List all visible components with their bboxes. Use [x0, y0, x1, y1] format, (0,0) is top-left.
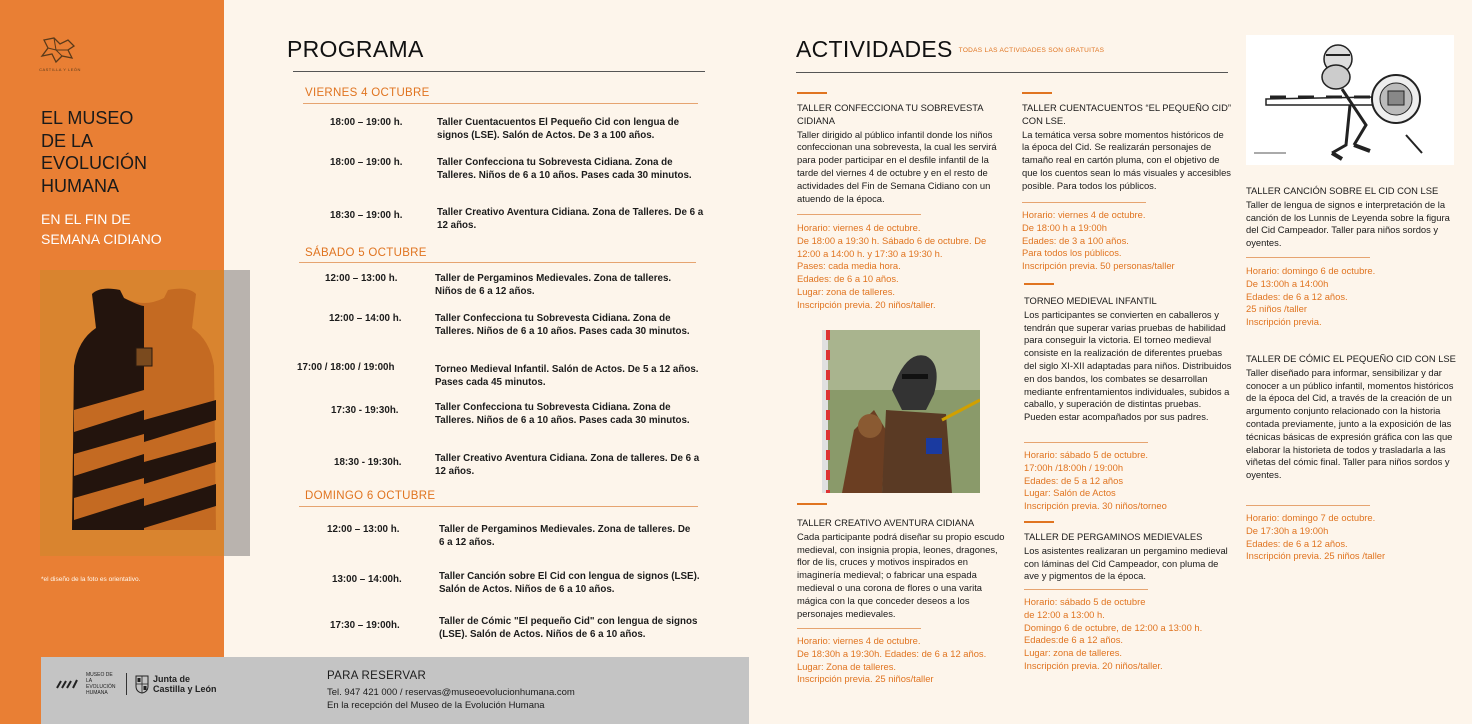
reserve-contact: Tel. 947 421 000 / reservas@museoevolucionhumana.com	[327, 686, 575, 698]
cid-cartoon-icon	[1246, 35, 1454, 165]
museum-title: EL MUSEO DE LA EVOLUCIÓN HUMANA	[41, 108, 148, 196]
castilla-leon-logo-icon	[38, 36, 78, 66]
programa-title: PROGRAMA	[287, 36, 424, 62]
activity-cancion: TALLER CANCIÓN SOBRE EL CID CON LSE Taller de lengua de signos e interpretación de la canción de los Lunnis de Leyenda sobre la figura del Cid Campeador. Taller para niños sordos y oyentes.	[1246, 185, 1450, 249]
photo-note: *el diseño de la foto es orientativo.	[41, 576, 141, 583]
day-saturday: SÁBADO 5 OCTUBRE	[305, 247, 427, 259]
activity-cuentacuentos: TALLER CUENTACUENTOS “EL PEQUEÑO CID” CON LSE. La temática versa sobre momentos históricos de la época del Cid. Se realizarán personajes de tamaño real en cartón pluma, con el objetivo de que los cuentos sean lo más visuales y accesibles posible. Para todos los públicos.	[1022, 102, 1232, 191]
day-friday: VIERNES 4 OCTUBRE	[305, 87, 430, 99]
activity-sobrevesta: TALLER CONFECCIONA TU SOBREVESTA CIDIANA Taller dirigido al público infantil donde los niños confeccionan una sobrevesta, la cual les servirá para poder participar en el desfile infantil de la tarde del viernes 4 de octubre y en el resto de actividades del Fin de Semana Cidiano con un atuendo de la época.	[797, 102, 997, 204]
activity-cancion-info: Horario: domingo 6 de octubre. De 13:00h a 14:00h Edades: de 6 a 12 años. 25 niños /taller Inscripción previa.	[1246, 265, 1376, 328]
actividades-title: ACTIVIDADES TODAS LAS ACTIVIDADES SON GRATUITAS	[796, 36, 1105, 62]
castilla-leon-logo	[38, 36, 82, 72]
sobrevesta-photo	[40, 270, 250, 556]
junta-logo: Junta de Castilla y León	[135, 674, 217, 694]
activity-pergaminos-info: Horario: sábado 5 de octubre de 12:00 a 13:00 h. Domingo 6 de octubre, de 12:00 a 13:00 h. Edades:de 6 a 12 años. Lugar: zona de talleres. Inscripción previa. 20 niños/taller.	[1024, 596, 1203, 671]
jousting-photo	[822, 330, 980, 493]
logo-text: CASTILLA Y LEÓN	[39, 67, 81, 72]
reserve-location: En la recepción del Museo de la Evolución Humana	[327, 700, 545, 711]
reserve-title: PARA RESERVAR	[327, 670, 427, 682]
knight-photo-illustration	[822, 330, 980, 493]
activity-cuentacuentos-info: Horario: viernes 4 de octubre. De 18:00 h a 19:00h Edades: de 3 a 100 años. Para todos los públicos. Inscripción previa. 50 personas/taller	[1022, 209, 1175, 272]
activity-comic-info: Horario: domingo 7 de octubre. De 17:30h a 19:00h Edades: de 6 a 12 años. Inscripción previa. 25 niños /taller	[1246, 512, 1386, 562]
cartoon-knight-illustration	[1246, 35, 1454, 165]
reserve-info	[327, 670, 575, 713]
actividades-subtitle: TODAS LAS ACTIVIDADES SON GRATUITAS	[958, 47, 1105, 55]
footer-logos	[56, 672, 217, 696]
activity-pergaminos: TALLER DE PERGAMINOS MEDIEVALES Los asistentes realizaran un pergamino medieval con láminas del Cid Campeador, con pluma de ave y pigmentos de la época.	[1024, 531, 1228, 582]
activity-torneo: TORNEO MEDIEVAL INFANTIL Los participantes se convierten en caballeros y tendrán que superar varias pruebas de habilidad para conseguir la victoria. El torneo medieval consiste en la realización de diferentes pruebas del siglo XI-XII adaptadas para niños. Distribuidos en dos bandos, los combates se desarrollan mediante enfrentamientos individuales, subidos a caballo, y superación de distintas pruebas. Pueden estar acompañados por sus padres.	[1024, 295, 1232, 423]
activity-comic: TALLER DE CÓMIC EL PEQUEÑO CID CON LSE Taller diseñado para informar, sensibilizar y dar conocer a un público infantil, momentos históricos de la época del Cid, a través de la creación de un argumento conjunto relacionado con la historia contada previamente, junto a la exposición de las técnicas básicas de expresión gráfica con las que elaborar la historieta de todos y trasladarla a las viñetas del cómic final. Taller para niños sordos y oyentes.	[1246, 353, 1456, 481]
day-sunday: DOMINGO 6 OCTUBRE	[305, 490, 436, 502]
tunic-illustration	[40, 270, 250, 556]
activity-sobrevesta-info: Horario: viernes 4 de octubre. De 18:00 a 19:30 h. Sábado 6 de octubre. De 12:00 a 14:00 h. y 17:30 a 19:30 h. Pases: cada media hora. Edades: de 6 a 10 años. Lugar: zona de talleres. Inscripción previa. 20 niños/taller.	[797, 222, 987, 310]
activity-torneo-info: Horario: sábado 5 de octubre. 17:00h /18:00h / 19:00h Edades: de 5 a 12 años Lugar: Salón de Actos Inscripción previa. 30 niños/torneo	[1024, 449, 1167, 512]
activity-aventura-info: Horario: viernes 4 de octubre. De 18:30h a 19:30h. Edades: de 6 a 12 años. Lugar: Zona de talleres. Inscripción previa. 25 niños/taller	[797, 635, 987, 685]
museum-logo-icon	[56, 679, 82, 689]
museum-subtitle: EN EL FIN DE SEMANA CIDIANO	[41, 211, 162, 247]
activity-aventura: TALLER CREATIVO AVENTURA CIDIANA Cada participante podrá diseñar su propio escudo medieval, con insignia propia, leones, dragones, flor de lis, cruces y motivos inspirados en imaginería medieval; o fabricar una espada medieval o una corona de flores o una varita mágica con la que conceder deseos a los personajes medievales.	[797, 517, 1005, 619]
museum-logo: MUSEO DE LA EVOLUCIÓN HUMANA	[56, 672, 118, 696]
junta-shield-icon	[135, 674, 149, 694]
